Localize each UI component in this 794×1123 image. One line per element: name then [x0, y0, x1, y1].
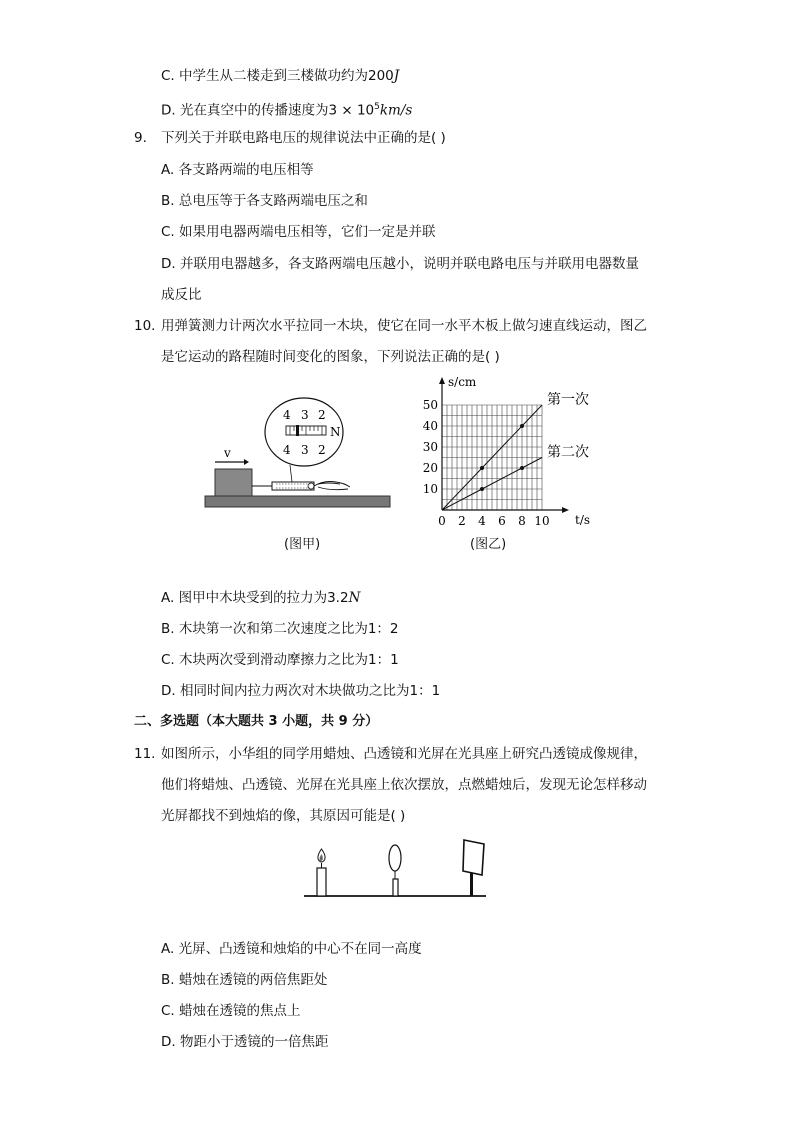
q9-option-b: B. 总电压等于各支路两端电压之和: [161, 193, 368, 209]
figure-a-spring-scale: [200, 395, 395, 515]
figure-optical-bench: [300, 835, 490, 905]
light-screen-icon: [463, 840, 484, 896]
x-tick-label: 8: [518, 514, 526, 528]
x-tick-label: 10: [534, 514, 550, 528]
y-axis-label: s/cm: [448, 375, 477, 389]
q11-option-a: A. 光屏、凸透镜和烛焰的中心不在同一高度: [161, 941, 422, 957]
hand: [314, 482, 350, 490]
q9-stem: 下列关于并联电路电压的规律说法中正确的是( ): [161, 130, 446, 146]
series-point-1: [520, 424, 524, 428]
q10-stem-2: 是它运动的路程随时间变化的图象，下列说法正确的是( ): [161, 349, 500, 365]
q11-option-c: C. 蜡烛在透镜的焦点上: [161, 1003, 301, 1019]
q9-option-d: D. 并联用电器越多，各支路两端电压越小，说明并联电路电压与并联用电器数量: [161, 256, 639, 272]
series-label-2: 第二次: [547, 444, 589, 461]
y-tick-label: 30: [422, 440, 438, 454]
svg-text:4: 4: [283, 443, 291, 457]
wood-block: [215, 469, 252, 496]
svg-text:4: 4: [283, 408, 291, 422]
x-tick-label: 6: [498, 514, 506, 528]
q10-option-b: B. 木块第一次和第二次速度之比为1：2: [161, 621, 399, 637]
q9-number: 9.: [134, 130, 147, 146]
svg-text:2: 2: [318, 443, 326, 457]
svg-text:2: 2: [318, 408, 326, 422]
series-point-2: [480, 487, 484, 491]
q11-stem-1: 如图所示，小华组的同学用蜡烛、凸透镜和光屏在光具座上研究凸透镜成像规律，: [161, 746, 647, 762]
y-tick-label: 10: [422, 482, 438, 496]
q10-number: 10.: [134, 318, 156, 334]
figure-b-st-chart: [415, 372, 615, 530]
x-axis-arrow: [562, 507, 569, 513]
q11-option-d: D. 物距小于透镜的一倍焦距: [161, 1034, 329, 1050]
series-point-2: [520, 466, 524, 470]
candle-icon: [317, 849, 326, 896]
x-tick-label: 0: [438, 514, 446, 528]
q10-option-d: D. 相同时间内拉力两次对木块做功之比为1：1: [161, 683, 441, 699]
q11-stem-3: 光屏都找不到烛焰的像，其原因可能是( ): [161, 808, 406, 824]
section-title: 二、多选题（本大题共 3 小题，共 9 分）: [134, 714, 379, 729]
svg-text:N: N: [330, 425, 341, 439]
q9-option-a: A. 各支路两端的电压相等: [161, 162, 314, 178]
figure-a-caption: (图甲): [284, 537, 321, 552]
q10-option-c: C. 木块两次受到滑动摩擦力之比为1：1: [161, 652, 399, 668]
y-axis-arrow: [439, 377, 445, 384]
svg-text:3: 3: [301, 408, 309, 422]
lens-icon: [389, 845, 401, 896]
q10-stem-1: 用弹簧测力计两次水平拉同一木块，使它在同一水平木板上做匀速直线运动，图乙: [161, 318, 647, 334]
x-axis-label: t/s: [575, 513, 591, 527]
velocity-label: v: [224, 446, 231, 460]
y-tick-label: 40: [422, 419, 438, 433]
q10-option-a: A. 图甲中木块受到的拉力为3.2N: [161, 590, 361, 606]
q8-option-c: C. 中学生从二楼走到三楼做功约为200J: [161, 68, 400, 84]
x-tick-label: 4: [478, 514, 486, 528]
q11-option-b: B. 蜡烛在透镜的两倍焦距处: [161, 972, 328, 988]
series-point-1: [480, 466, 484, 470]
board: [205, 496, 390, 507]
svg-text:3: 3: [301, 443, 309, 457]
q11-stem-2: 他们将蜡烛、凸透镜、光屏在光具座上依次摆放，点燃蜡烛后，发现无论怎样移动: [161, 777, 647, 793]
q11-number: 11.: [134, 746, 156, 762]
x-tick-label: 2: [458, 514, 466, 528]
q8-option-d: D. 光在真空中的传播速度为$3 \times 10^5km/s$: [161, 102, 413, 119]
series-label-1: 第一次: [547, 392, 589, 408]
y-tick-label: 20: [422, 461, 438, 475]
figure-b-caption: (图乙): [470, 537, 507, 552]
y-tick-label: 50: [422, 398, 438, 412]
q9-option-d-cont: 成反比: [161, 287, 202, 303]
q9-option-c: C. 如果用电器两端电压相等，它们一定是并联: [161, 224, 436, 240]
